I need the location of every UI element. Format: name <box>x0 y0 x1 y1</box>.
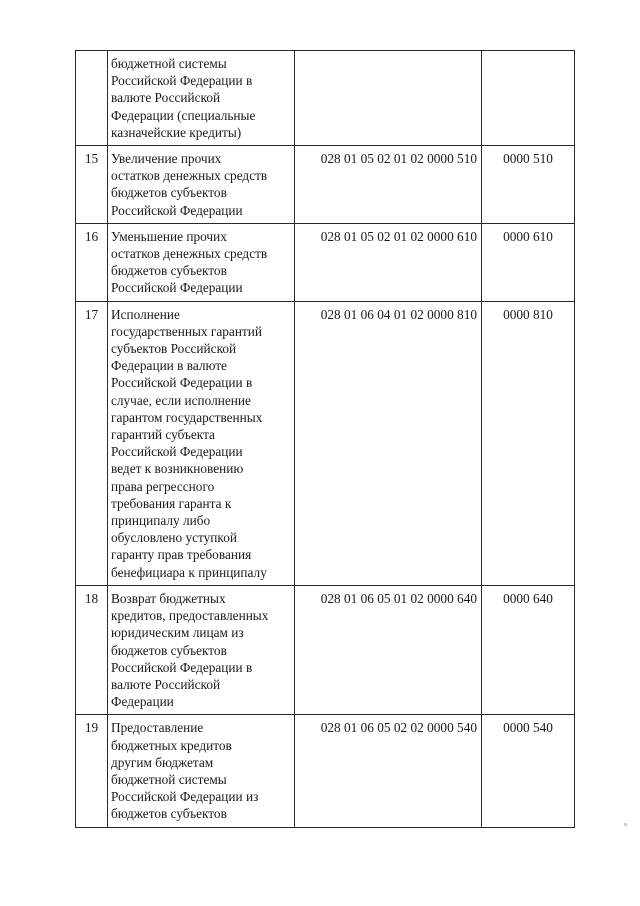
table-row <box>76 146 575 224</box>
description-line: остатков денежных средств <box>111 168 268 184</box>
row-number: 15 <box>76 146 108 224</box>
row-description <box>108 51 295 146</box>
description-line: обусловлено уступкой <box>111 530 237 546</box>
table-row <box>76 585 575 714</box>
description-line: случае, если исполнение <box>111 392 251 408</box>
short-code: 0000 540 <box>482 715 575 827</box>
description-line: кредитов, предоставленных <box>111 608 269 624</box>
description-line: остатков денежных средств <box>111 246 268 262</box>
description-line: гарантий субъекта <box>111 427 215 443</box>
row-number: 19 <box>76 715 108 827</box>
description-line: бюджетных кредитов <box>111 737 232 753</box>
description-line: валюте Российской <box>111 90 221 106</box>
description-line: принципалу либо <box>111 513 211 529</box>
description-line: государственных гарантий <box>111 323 262 339</box>
description-line: Исполнение <box>111 306 180 322</box>
description-line: казначейские кредиты) <box>111 124 242 140</box>
description-line: юридическим лицам из <box>111 625 244 641</box>
description-line: ведет к возникновению <box>111 461 244 477</box>
row-number: 17 <box>76 301 108 585</box>
description-line: валюте Российской <box>111 676 221 692</box>
description-line: Российской Федерации <box>111 280 243 296</box>
description-line: гаранту прав требования <box>111 547 252 563</box>
row-number <box>76 51 108 146</box>
budget-codes-table <box>75 50 575 828</box>
description-line: гарантом государственных <box>111 409 263 425</box>
table-row <box>76 715 575 827</box>
description-line: Уменьшение прочих <box>111 228 227 244</box>
row-number: 18 <box>76 585 108 714</box>
row-description <box>108 585 295 714</box>
description-line: Предоставление <box>111 720 204 736</box>
row-description <box>108 146 295 224</box>
budget-classification-code: 028 01 05 02 01 02 0000 510 <box>295 146 482 224</box>
description-line: субъектов Российской <box>111 341 237 357</box>
table-row <box>76 51 575 146</box>
description-line: Российской Федерации в <box>111 375 253 391</box>
description-line: бюджетов субъектов <box>111 263 227 279</box>
description-line: Российской Федерации из <box>111 789 259 805</box>
description-line: требования гаранта к <box>111 495 232 511</box>
table-row <box>76 301 575 585</box>
budget-classification-code: 028 01 05 02 01 02 0000 610 <box>295 223 482 301</box>
table-body <box>76 51 575 828</box>
budget-classification-code <box>295 51 482 146</box>
scan-artifact <box>624 823 627 826</box>
short-code: 0000 810 <box>482 301 575 585</box>
description-line: Федерации <box>111 694 174 710</box>
short-code: 0000 640 <box>482 585 575 714</box>
budget-classification-code: 028 01 06 04 01 02 0000 810 <box>295 301 482 585</box>
description-line: Российской Федерации в <box>111 73 253 89</box>
description-line: права регрессного <box>111 478 215 494</box>
description-line: другим бюджетам <box>111 754 214 770</box>
row-description <box>108 223 295 301</box>
description-line: Федерации (специальные <box>111 107 256 123</box>
short-code <box>482 51 575 146</box>
description-line: Возврат бюджетных <box>111 590 226 606</box>
short-code: 0000 510 <box>482 146 575 224</box>
description-line: бюджетной системы <box>111 771 227 787</box>
description-line: Федерации в валюте <box>111 358 227 374</box>
budget-classification-code: 028 01 06 05 02 02 0000 540 <box>295 715 482 827</box>
row-number: 16 <box>76 223 108 301</box>
description-line: Увеличение прочих <box>111 151 222 167</box>
row-description <box>108 301 295 585</box>
row-description <box>108 715 295 827</box>
short-code: 0000 610 <box>482 223 575 301</box>
description-line: бенефициара к принципалу <box>111 564 267 580</box>
description-line: Российской Федерации <box>111 202 243 218</box>
description-line: бюджетной системы <box>111 56 227 71</box>
table-row <box>76 223 575 301</box>
description-line: бюджетов субъектов <box>111 806 227 822</box>
description-line: бюджетов субъектов <box>111 185 227 201</box>
budget-classification-code: 028 01 06 05 01 02 0000 640 <box>295 585 482 714</box>
description-line: Российской Федерации в <box>111 659 253 675</box>
description-line: Российской Федерации <box>111 444 243 460</box>
description-line: бюджетов субъектов <box>111 642 227 658</box>
